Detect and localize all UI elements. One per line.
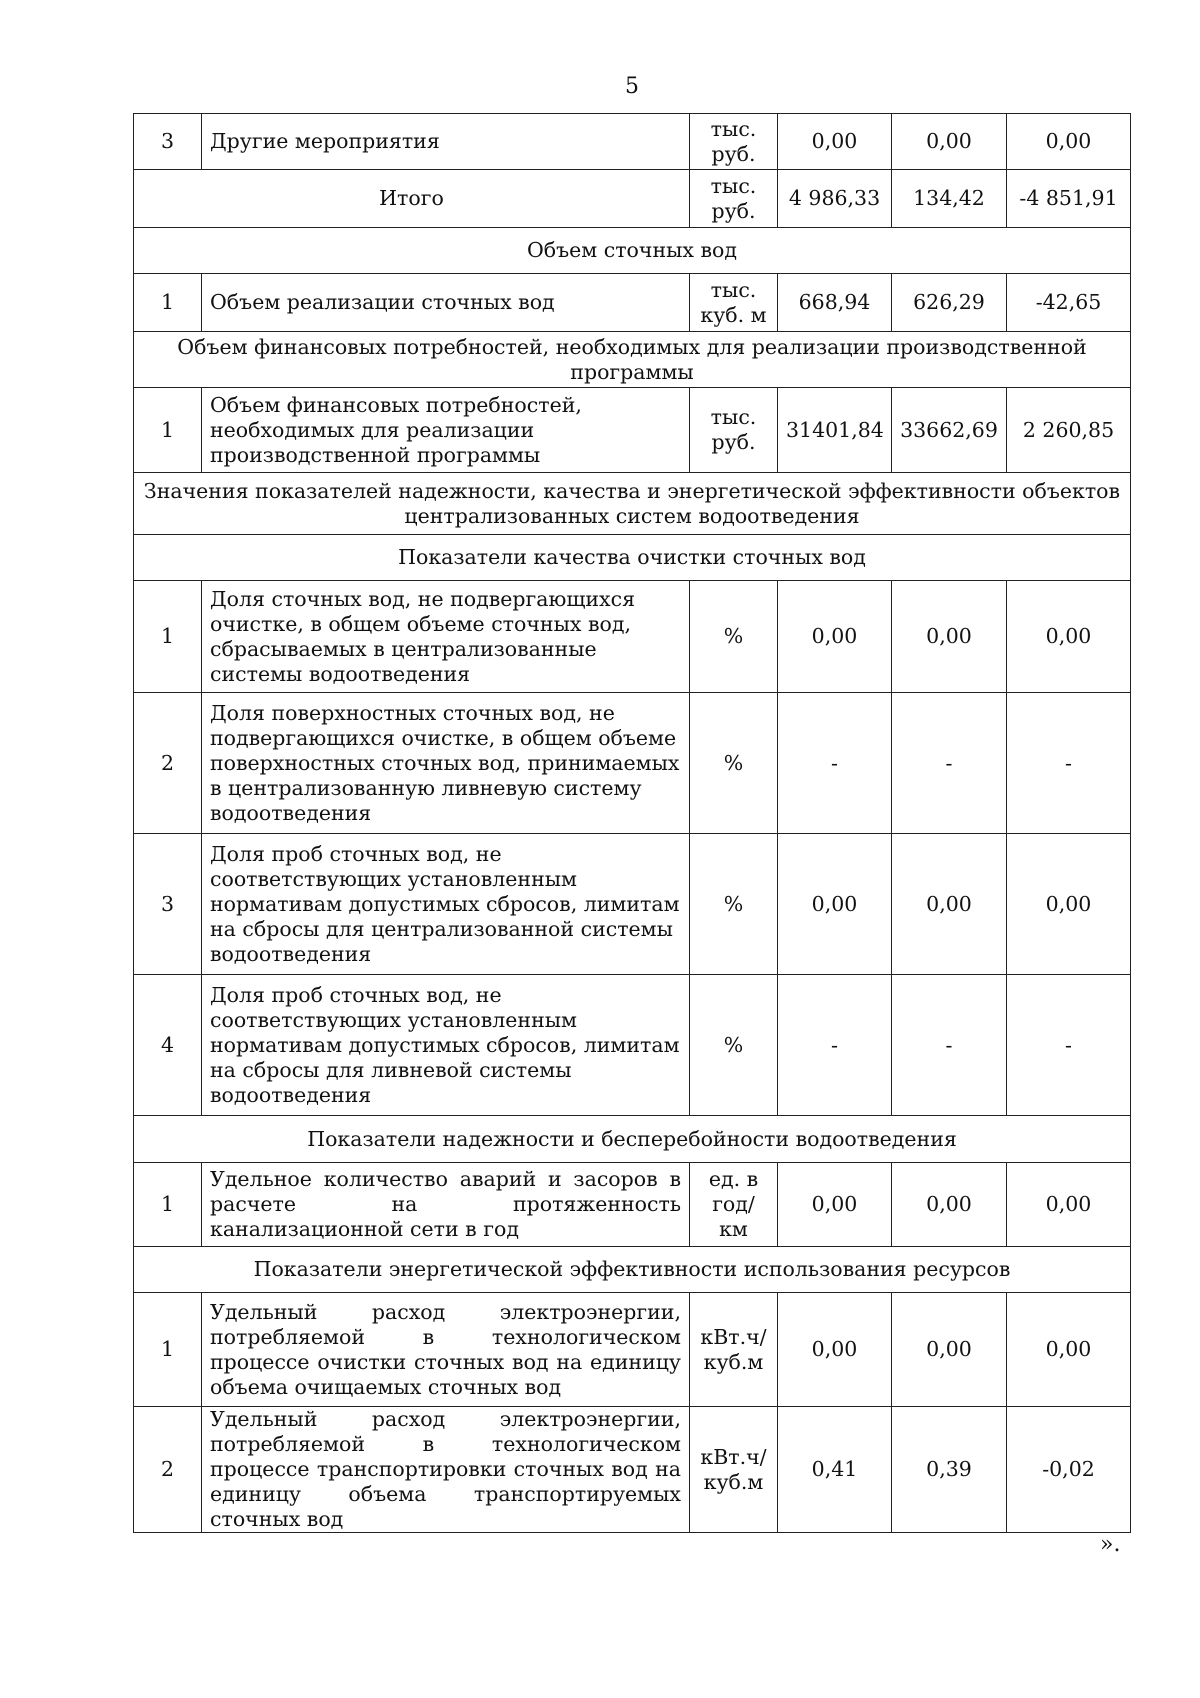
value-cell: - (778, 975, 892, 1116)
value-cell: 0,00 (1007, 581, 1131, 693)
value-cell: 0,00 (778, 1293, 892, 1407)
indicator-description: Доля поверхностных сточных вод, не подвергающихся очистке, в общем объеме поверхностных сточных вод, принимаемых в централизованную ливневую систему водоотведения (202, 693, 690, 834)
unit-cell: % (690, 834, 778, 975)
value-cell: -0,02 (1007, 1407, 1131, 1533)
indicator-description: Объем реализации сточных вод (202, 274, 690, 332)
value-cell: 0,00 (892, 1163, 1007, 1247)
section-header-row (134, 535, 1131, 581)
value-cell: 31401,84 (778, 388, 892, 473)
unit-cell: тыс. куб. м (690, 274, 778, 332)
indicator-description: Доля сточных вод, не подвергающихся очистке, в общем объеме сточных вод, сбрасываемых в централизованные системы водоотведения (202, 581, 690, 693)
section-header-row (134, 1247, 1131, 1293)
total-label: Итого (134, 170, 690, 228)
value-cell: - (892, 693, 1007, 834)
section-header-row (134, 1116, 1131, 1163)
section-title: Объем сточных вод (134, 228, 1131, 274)
unit-cell: ед. в год/ км (690, 1163, 778, 1247)
table-row (134, 693, 1131, 834)
table-row (134, 975, 1131, 1116)
value-cell: 33662,69 (892, 388, 1007, 473)
table-row (134, 581, 1131, 693)
value-cell: 2 260,85 (1007, 388, 1131, 473)
row-number: 1 (134, 1163, 202, 1247)
value-cell: - (778, 693, 892, 834)
value-cell: 4 986,33 (778, 170, 892, 228)
table-row (134, 114, 1131, 170)
section-title: Значения показателей надежности, качества и энергетической эффективности объектов централизованных систем водоотведения (134, 473, 1131, 535)
value-cell: 0,00 (1007, 1163, 1131, 1247)
section-title: Показатели надежности и бесперебойности водоотведения (134, 1116, 1131, 1163)
value-cell: 0,00 (1007, 114, 1131, 170)
value-cell: 0,00 (778, 114, 892, 170)
indicator-description: Доля проб сточных вод, не соответствующих установленным нормативам допустимых сбросов, лимитам на сбросы для централизованной системы водоотведения (202, 834, 690, 975)
table-row (134, 388, 1131, 473)
value-cell: 0,00 (778, 581, 892, 693)
row-number: 1 (134, 581, 202, 693)
table-row (134, 834, 1131, 975)
section-title: Показатели качества очистки сточных вод (134, 535, 1131, 581)
total-row (134, 170, 1131, 228)
unit-cell: кВт.ч/ куб.м (690, 1407, 778, 1533)
unit-cell: тыс. руб. (690, 388, 778, 473)
value-cell: 0,00 (1007, 1293, 1131, 1407)
row-number: 4 (134, 975, 202, 1116)
section-header-row (134, 332, 1131, 388)
value-cell: - (892, 975, 1007, 1116)
value-cell: 0,39 (892, 1407, 1007, 1533)
indicator-description: Объем финансовых потребностей, необходимых для реализации производственной программы (202, 388, 690, 473)
table-row (134, 1407, 1131, 1533)
unit-cell: тыс. руб. (690, 170, 778, 228)
row-number: 2 (134, 693, 202, 834)
value-cell: 0,00 (892, 581, 1007, 693)
row-number: 1 (134, 274, 202, 332)
indicator-description: Удельное количество аварий и засоров в расчете на протяженность канализационной сети в год (202, 1163, 690, 1247)
row-number: 1 (134, 1293, 202, 1407)
unit-cell: кВт.ч/ куб.м (690, 1293, 778, 1407)
table-row (134, 1293, 1131, 1407)
value-cell: 0,00 (892, 114, 1007, 170)
value-cell: 668,94 (778, 274, 892, 332)
value-cell: 134,42 (892, 170, 1007, 228)
indicator-description: Доля проб сточных вод, не соответствующих установленным нормативам допустимых сбросов, лимитам на сбросы для ливневой системы водоотведения (202, 975, 690, 1116)
unit-cell: % (690, 975, 778, 1116)
value-cell: - (1007, 975, 1131, 1116)
section-header-row (134, 228, 1131, 274)
value-cell: 0,00 (892, 834, 1007, 975)
section-title: Показатели энергетической эффективности использования ресурсов (134, 1247, 1131, 1293)
value-cell: 626,29 (892, 274, 1007, 332)
closing-quote: ». (1100, 1532, 1121, 1557)
value-cell: 0,41 (778, 1407, 892, 1533)
value-cell: 0,00 (778, 1163, 892, 1247)
row-number: 3 (134, 114, 202, 170)
value-cell: -4 851,91 (1007, 170, 1131, 228)
indicators-table (133, 113, 1131, 1533)
table-row (134, 1163, 1131, 1247)
indicator-description: Удельный расход электроэнергии, потребляемой в технологическом процессе очистки сточных вод на единицу объема очищаемых сточных вод (202, 1293, 690, 1407)
section-header-row (134, 473, 1131, 535)
value-cell: 0,00 (778, 834, 892, 975)
value-cell: -42,65 (1007, 274, 1131, 332)
value-cell: 0,00 (1007, 834, 1131, 975)
unit-cell: % (690, 693, 778, 834)
unit-cell: % (690, 581, 778, 693)
indicator-description: Другие мероприятия (202, 114, 690, 170)
value-cell: 0,00 (892, 1293, 1007, 1407)
value-cell: - (1007, 693, 1131, 834)
table-row (134, 274, 1131, 332)
row-number: 3 (134, 834, 202, 975)
row-number: 1 (134, 388, 202, 473)
page-number: 5 (625, 74, 639, 99)
unit-cell: тыс. руб. (690, 114, 778, 170)
section-title: Объем финансовых потребностей, необходимых для реализации производственной программы (134, 332, 1131, 388)
indicator-description: Удельный расход электроэнергии, потребляемой в технологическом процессе транспортировки сточных вод на единицу объема транспортируемых сточных вод (202, 1407, 690, 1533)
row-number: 2 (134, 1407, 202, 1533)
